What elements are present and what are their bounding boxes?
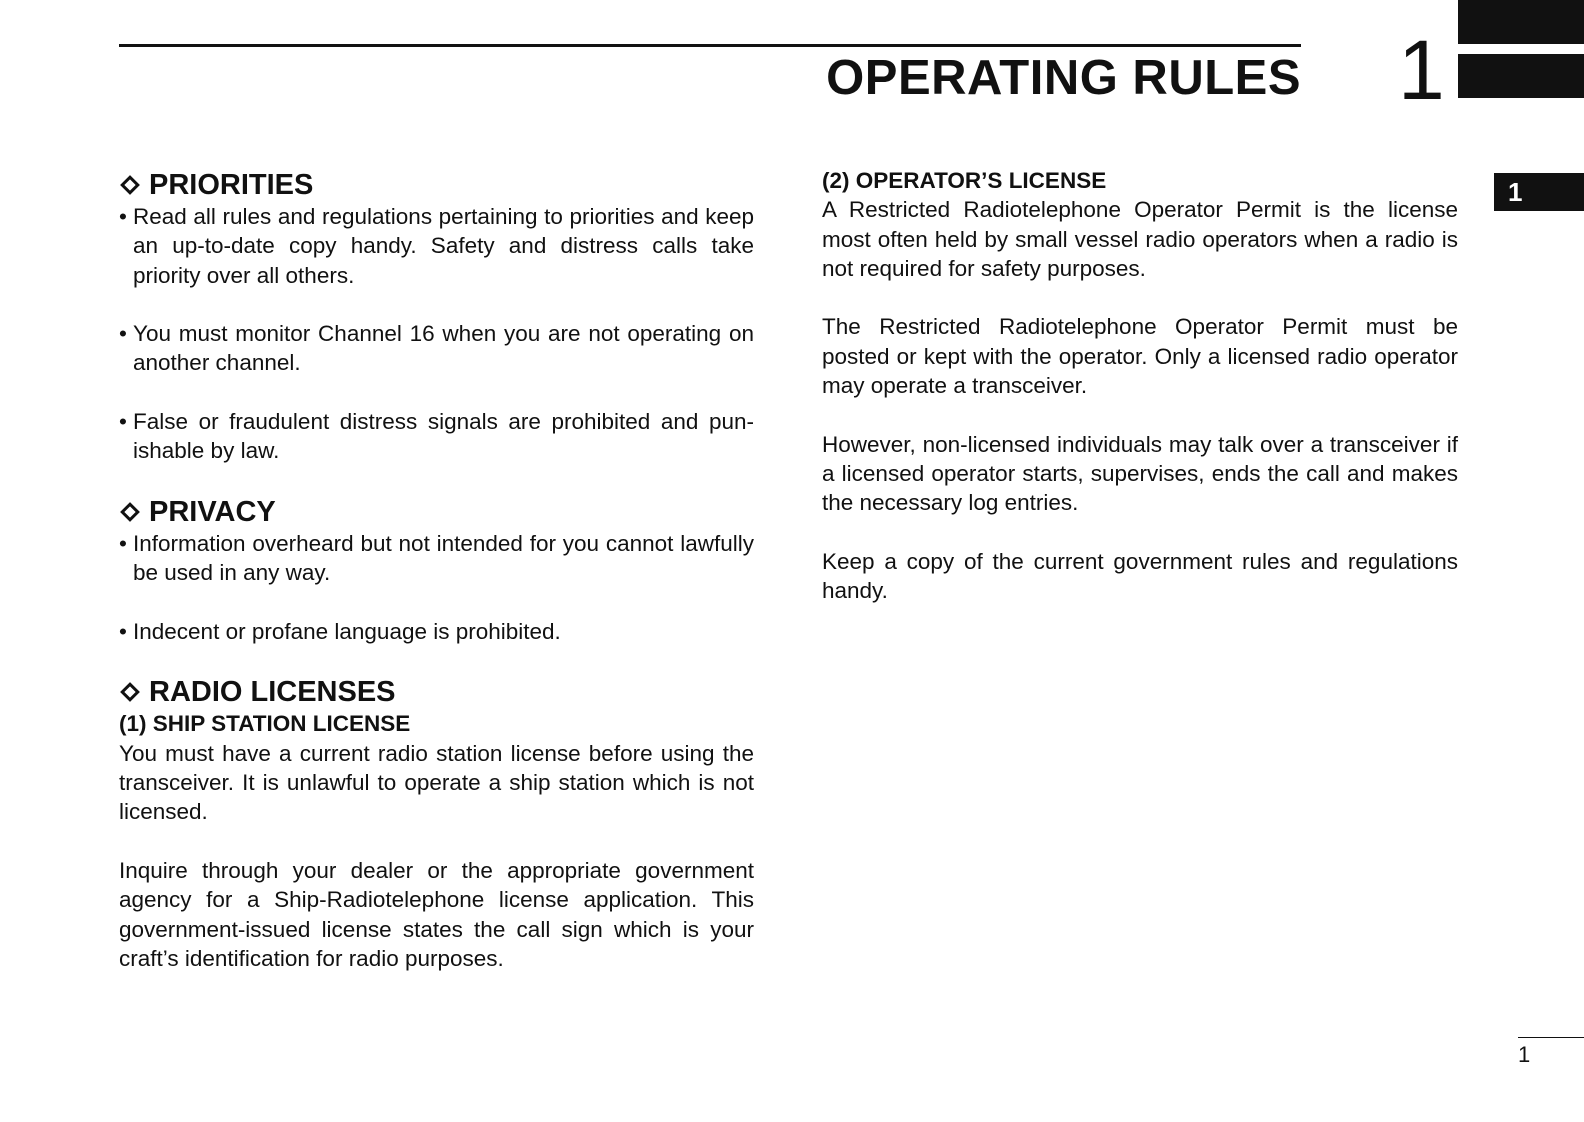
diamond-icon xyxy=(120,502,140,522)
left-column xyxy=(119,168,754,973)
ship-station-license-heading: (1) SHIP STATION LICENSE xyxy=(119,711,411,737)
paragraph: A Restricted Radiotelephone Operator Permit is the license most often held by small vessel radio operators when a radio is not required for safety purposes. xyxy=(822,197,1458,281)
chapter-number: 1 xyxy=(1398,23,1445,117)
right-column xyxy=(822,166,1458,605)
paragraph: Inquire through your dealer or the appropriate government agency for a Ship-Radiotelephone license application. This government-issued license states the call sign which is your craft’s identification for radio purposes. xyxy=(119,857,754,971)
priorities-heading-text: PRIORITIES xyxy=(149,169,314,201)
chapter-tab-bar-top xyxy=(1458,0,1584,44)
list-item: • False or fraudulent distress signals are prohibited and punishable by law. xyxy=(119,409,754,464)
footer-rule xyxy=(1518,1037,1584,1038)
list-item: • Information overheard but not intended for you cannot lawfully be used in any way. xyxy=(119,530,754,586)
chapter-tab-bar-bottom xyxy=(1458,54,1584,98)
diamond-icon xyxy=(120,175,140,195)
list-item: • Indecent or profane language is prohibited. xyxy=(119,618,561,644)
list-item: • Read all rules and regulations pertaining to priorities and keep an up-to-date copy handy. Safety and distress calls take priority over all others. xyxy=(119,204,754,288)
radio-licenses-heading-text: RADIO LICENSES xyxy=(149,676,396,709)
paragraph: However, non-licensed individuals may talk over a transceiver if a licensed operator starts, supervises, ends the call and makes the necessary log entries. xyxy=(822,431,1458,516)
page-title: OPERATING RULES xyxy=(826,51,1301,105)
privacy-heading xyxy=(119,495,754,529)
list-item: • You must monitor Channel 16 when you are not operating on another channel. xyxy=(119,321,754,376)
header-rule xyxy=(119,44,1301,47)
paragraph: You must have a current radio station license before using the transceiver. It is unlawful to operate a ship station which is not licensed. xyxy=(119,740,754,825)
priorities-heading xyxy=(119,168,754,202)
page-number: 1 xyxy=(1518,1042,1531,1067)
paragraph: Keep a copy of the current government rules and regulations handy. xyxy=(822,548,1458,604)
operator-license-heading: (2) OPERATOR’S LICENSE xyxy=(822,168,1107,193)
section-side-tab: 1 xyxy=(1494,173,1584,211)
radio-licenses-heading xyxy=(119,675,754,709)
paragraph: The Restricted Radiotelephone Operator Permit must be posted or kept with the operator. Only a licensed radio operator may operate a transceiver. xyxy=(822,314,1458,399)
privacy-heading-text: PRIVACY xyxy=(149,495,276,528)
diamond-icon xyxy=(120,683,140,703)
